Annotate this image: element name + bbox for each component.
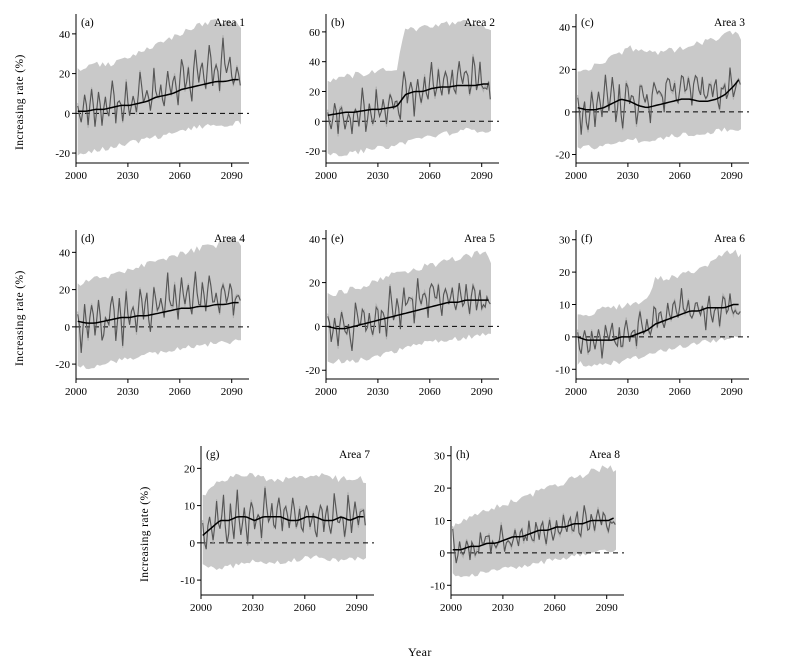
panel-tag: (e)	[331, 233, 344, 245]
y-tick-label: -10	[180, 575, 195, 588]
y-tick-label: 40	[559, 21, 570, 34]
x-tick-label: 2060	[418, 170, 441, 182]
x-tick-label: 2060	[543, 602, 566, 614]
x-tick-label: 2000	[315, 170, 337, 182]
y-tick-label: 40	[309, 233, 320, 246]
panel-tag: (h)	[456, 449, 470, 461]
x-tick-label: 2030	[366, 170, 389, 182]
y-tick-label: 0	[314, 321, 320, 334]
y-tick-label: 0	[564, 106, 570, 119]
panel-tag: (g)	[206, 449, 220, 461]
x-tick-label: 2090	[470, 170, 493, 182]
uncertainty-band	[203, 473, 366, 570]
x-tick-label: 2000	[440, 602, 462, 614]
panel-tag: (a)	[81, 17, 94, 29]
y-tick-label: 30	[559, 234, 570, 247]
y-axis-label-row1: Increasing rate (%)	[14, 54, 26, 150]
chart-area-7	[165, 438, 380, 623]
y-tick-label: -20	[55, 359, 70, 372]
y-tick-label: 0	[64, 321, 70, 334]
y-tick-label: -10	[555, 364, 570, 377]
x-tick-label: 2060	[668, 170, 691, 182]
y-tick-label: 40	[59, 247, 70, 260]
panel-tag: (f)	[581, 233, 593, 245]
y-tick-label: -10	[430, 580, 445, 593]
y-tick-label: -20	[305, 146, 320, 159]
chart-area-5	[290, 222, 505, 407]
x-tick-label: 2090	[345, 602, 368, 614]
y-tick-label: -20	[305, 365, 320, 378]
y-tick-label: 20	[59, 68, 70, 81]
x-tick-label: 2030	[616, 386, 639, 398]
chart-area-2	[290, 6, 505, 191]
x-tick-label: 2000	[65, 386, 87, 398]
y-tick-label: 20	[59, 284, 70, 297]
x-tick-label: 2030	[366, 386, 389, 398]
x-tick-label: 2060	[418, 386, 441, 398]
panel-title: Area 4	[214, 233, 245, 245]
y-tick-label: 20	[559, 267, 570, 280]
y-tick-label: 0	[64, 108, 70, 121]
x-tick-label: 2060	[168, 386, 191, 398]
panel-h	[415, 438, 630, 623]
y-tick-label: 0	[189, 537, 195, 550]
chart-area-6	[540, 222, 755, 407]
panel-c	[540, 6, 755, 191]
chart-area-3	[540, 6, 755, 191]
y-tick-label: 10	[184, 500, 195, 513]
y-tick-label: 0	[314, 116, 320, 129]
y-tick-label: -20	[55, 148, 70, 161]
panel-title: Area 7	[339, 449, 370, 461]
panel-title: Area 1	[214, 17, 245, 29]
y-tick-label: 20	[309, 86, 320, 99]
x-tick-label: 2090	[220, 170, 243, 182]
x-tick-label: 2030	[616, 170, 639, 182]
x-tick-label: 2000	[190, 602, 212, 614]
x-tick-label: 2060	[668, 386, 691, 398]
x-axis-label: Year	[408, 645, 432, 659]
x-tick-label: 2090	[595, 602, 618, 614]
panel-title: Area 8	[589, 449, 620, 461]
panel-b	[290, 6, 505, 191]
y-tick-label: 60	[309, 26, 320, 39]
x-tick-label: 2000	[565, 386, 587, 398]
x-tick-label: 2030	[116, 386, 139, 398]
uncertainty-band	[78, 19, 241, 156]
x-tick-label: 2000	[315, 386, 337, 398]
y-tick-label: 0	[564, 331, 570, 344]
x-tick-label: 2060	[293, 602, 316, 614]
panel-title: Area 3	[714, 17, 745, 29]
panel-title: Area 2	[464, 17, 495, 29]
x-tick-label: 2030	[241, 602, 264, 614]
panel-e	[290, 222, 505, 407]
panel-a	[40, 6, 255, 191]
x-tick-label: 2000	[565, 170, 587, 182]
chart-area-4	[40, 222, 255, 407]
y-axis-label-row3: Increasing rate (%)	[139, 486, 151, 582]
x-tick-label: 2090	[470, 386, 493, 398]
chart-area-8	[415, 438, 630, 623]
chart-area-1	[40, 6, 255, 191]
panel-tag: (c)	[581, 17, 594, 29]
x-tick-label: 2060	[168, 170, 191, 182]
x-tick-label: 2090	[220, 386, 243, 398]
y-axis-label-row2: Increasing rate (%)	[14, 270, 26, 366]
y-tick-label: 40	[309, 56, 320, 69]
y-tick-label: 20	[559, 64, 570, 77]
y-tick-label: 30	[434, 450, 445, 463]
y-tick-label: 10	[434, 515, 445, 528]
x-tick-label: 2090	[720, 170, 743, 182]
y-tick-label: 40	[59, 28, 70, 41]
x-tick-label: 2000	[65, 170, 87, 182]
panel-tag: (d)	[81, 233, 95, 245]
y-tick-label: 20	[184, 463, 195, 476]
panel-f	[540, 222, 755, 407]
y-tick-label: -20	[555, 149, 570, 162]
panel-d	[40, 222, 255, 407]
y-tick-label: 10	[559, 299, 570, 312]
x-tick-label: 2030	[491, 602, 514, 614]
y-tick-label: 20	[309, 277, 320, 290]
x-tick-label: 2090	[720, 386, 743, 398]
panel-tag: (b)	[331, 17, 345, 29]
panel-g	[165, 438, 380, 623]
y-tick-label: 20	[434, 483, 445, 496]
y-tick-label: 0	[439, 547, 445, 560]
x-tick-label: 2030	[116, 170, 139, 182]
panel-title: Area 5	[464, 233, 495, 245]
panel-title: Area 6	[714, 233, 745, 245]
